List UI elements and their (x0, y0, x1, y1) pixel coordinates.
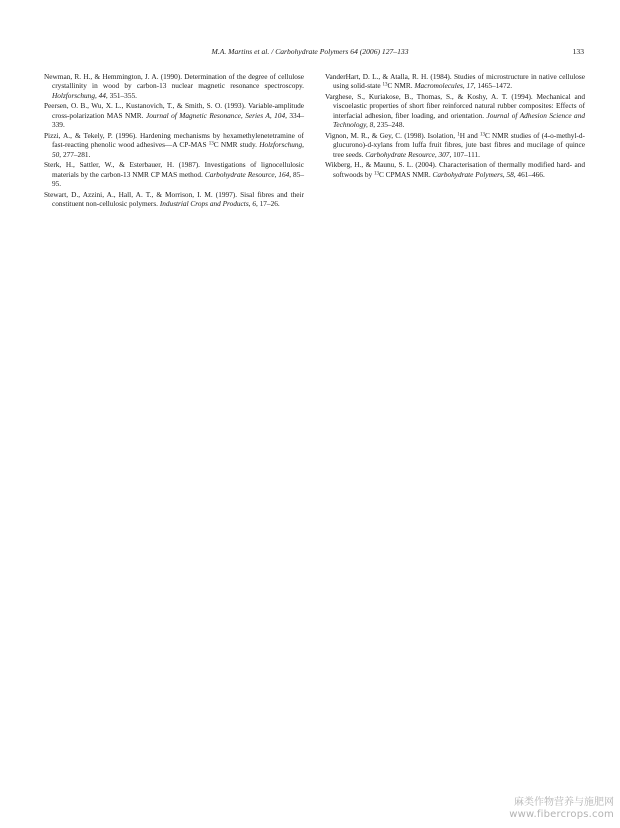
reference-varghese-1994: Varghese, S., Kuriakose, B., Thomas, S., & Koshy, A. T. (1994). Mechanical and viscoelastic properties of short fiber reinforced natural rubber composites: Effects of interfacial adhesion, fiber loading, and orientation. Journal of Adhesion Science and Technology, 8, 235–248. (325, 92, 585, 130)
page-number: 133 (572, 47, 584, 56)
watermark (509, 797, 614, 821)
watermark-text: 麻类作物营养与施肥网 (514, 797, 614, 808)
reference-sterk-1987: Sterk, H., Sattler, W., & Esterbauer, H. (1987). Investigations of lignocellulosic materials by the carbon-13 NMR CP MAS method. Carbohydrate Resource, 164, 85–95. (44, 160, 305, 189)
running-head: M.A. Martins et al. / Carbohydrate Polymers 64 (2006) 127–133 (211, 47, 409, 56)
reference-peersen-1993: Peersen, O. B., Wu, X. L., Kustanovich, T., & Smith, S. O. (1993). Variable-amplitude cross-polarization MAS NMR. Journal of Magnetic Resonance, Series A, 104, 334–339. (44, 101, 304, 130)
references-right-column (325, 72, 585, 180)
references-left-column (44, 72, 304, 210)
reference-newman-1990: Newman, R. H., & Hemmington, J. A. (1990). Determination of the degree of cellulose crystallinity in wood by carbon-13 nuclear magnetic resonance spectroscopy. Holzforschung, 44, 351–355. (44, 72, 304, 100)
watermark-url: www.fibercrops.com (509, 809, 614, 820)
reference-vanderhart-1984: VanderHart, D. L., & Atalla, R. H. (1984). Studies of microstructure in native cellulose using solid-state $^{13}$C NMR. Macromolecules, 17, 1465–1472. (325, 72, 585, 91)
reference-wikberg-2004: Wikberg, H., & Maunu, S. L. (2004). Characterisation of thermally modified hard- and softwoods by $^{13}$C CPMAS NMR. Carbohydrate Polymers, 58, 461–466. (325, 160, 585, 179)
reference-pizzi-1996: Pizzi, A., & Tekely, P. (1996). Hardening mechanisms by hexamethylenetetramine of fast-reacting phenolic wood adhesives—A CP-MAS $^{13}$C NMR study. Holzforschung, 50, 277–281. (44, 130, 304, 159)
reference-stewart-1997: Stewart, D., Azzini, A., Hall, A. T., & Morrison, I. M. (1997). Sisal fibres and their constituent non-cellulosic polymers. Industrial Crops and Products, 6, 17–26. (44, 189, 304, 209)
reference-vignon-1998: Vignon, M. R., & Gey, C. (1998). Isolation, $^1$H and $^{13}$C NMR studies of (4-o-methyl-d-glucurono)-d-xylans from luffa fruit fibres, jute bast fibres and mucilage of quince tree seeds. Carbohydrate Resource, 307, 107–111. (325, 130, 585, 159)
